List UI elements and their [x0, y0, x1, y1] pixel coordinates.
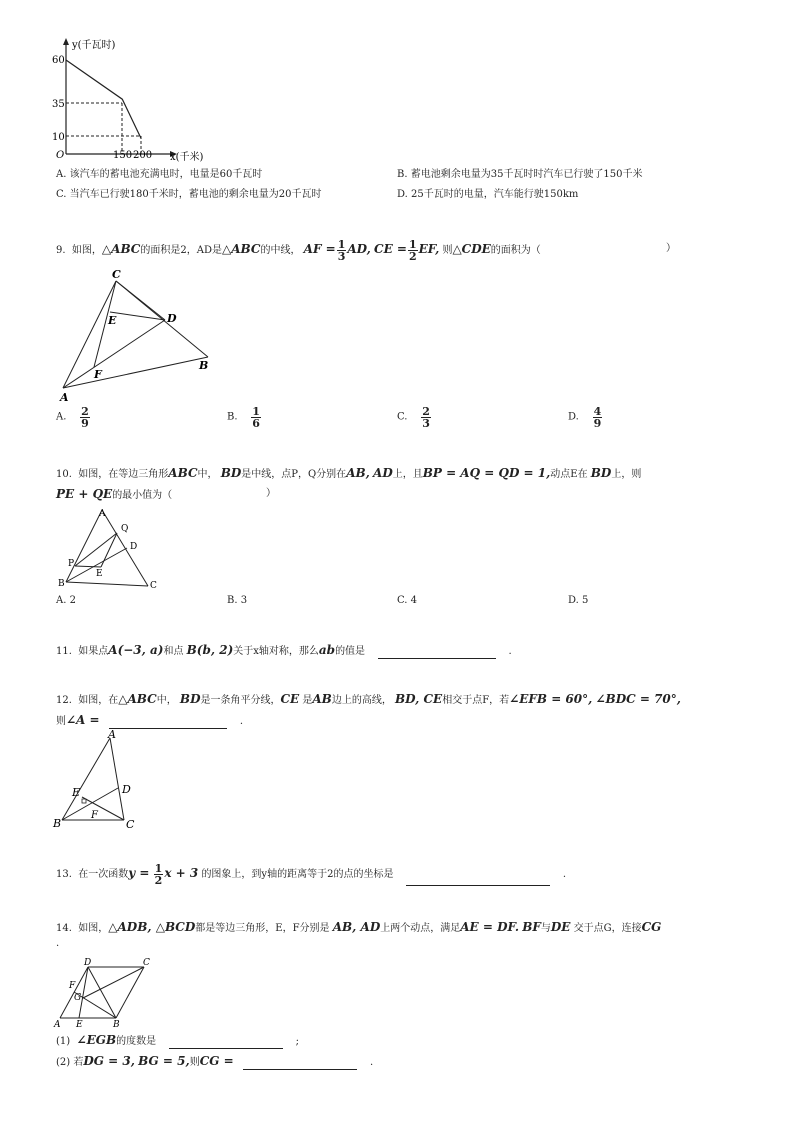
q12-label-c: C	[126, 818, 135, 830]
q9-label-f: F	[94, 368, 102, 381]
q11-answer-blank[interactable]	[378, 646, 496, 659]
q12-altitude-ce	[82, 797, 124, 820]
q13-stem: 13. 在一次函数y = $\frac{1}{2}$ x + 3 的图象上，到y轴的距离等于2的点的坐标是 .	[56, 862, 567, 887]
q10-label-a: A	[99, 509, 106, 519]
q10-side-bc	[66, 582, 148, 586]
q14-label-c: C	[143, 958, 150, 968]
q9-median-ad	[63, 320, 165, 388]
q11-number: 11.	[56, 646, 72, 657]
q14-line-cg	[83, 967, 144, 998]
q12-stem-line2: 则∠A = .	[56, 713, 244, 727]
q10-line-pe	[75, 566, 101, 567]
q9-figure	[56, 266, 216, 404]
q10-stem-line1: 10. 如图，在等边三角形ABC中， BD是中线，点P，Q分别在AB, AD上，且BP = AQ = QD = 1,动点E在 BD上，则	[56, 466, 642, 480]
q14-label-a: A	[54, 1020, 61, 1030]
q14-label-b: B	[113, 1020, 120, 1030]
q9-closing-paren: ）	[666, 243, 676, 254]
q10-label-c: C	[150, 581, 157, 591]
q9-label-b: B	[199, 359, 209, 372]
q10-option-b: B. 3	[227, 595, 248, 606]
q9-side-ab	[63, 357, 208, 388]
q10-label-b: B	[58, 579, 65, 589]
q8-option-d: D. 25千瓦时的电量，汽车能行驶150km	[397, 189, 579, 200]
q8-xtick-200: 200	[133, 150, 153, 161]
q8-origin: O	[56, 150, 65, 161]
q14-stem: 14. 如图，△ADB, △BCD都是等边三角形，E，F分别是 AB, AD上两个动点，满足AE = DF. BF与DE 交于点G，连接CG	[56, 920, 662, 934]
q14-label-e: E	[76, 1020, 83, 1030]
q10-label-d: D	[130, 542, 138, 552]
q10-label-q: Q	[121, 524, 129, 534]
q8-xtick-150: 150	[113, 150, 133, 161]
q13-answer-blank[interactable]	[406, 873, 550, 886]
q9-option-a: A. $\frac{2}{9}$	[56, 405, 89, 430]
q10-option-a: A. 2	[56, 595, 76, 606]
q14-label-g: G	[74, 993, 82, 1003]
q8-graph	[40, 34, 240, 164]
q12-stem-line1: 12. 如图，在△ABC中， BD是一条角平分线，CE 是AB边上的高线， BD, CE相交于点F，若∠EFB = 60°, ∠BDC = 70°,	[56, 692, 681, 706]
q14-figure	[50, 952, 160, 1032]
q8-option-b: B. 蓄电池剩余电量为35千瓦时时汽车已行驶了150千米	[397, 169, 643, 180]
q13-frac-1-2: $\frac{1}{2}$	[154, 862, 163, 887]
q14-label-d: D	[84, 958, 92, 968]
q8-ytick-10: 10	[52, 132, 65, 143]
q9-option-b: B. $\frac{1}{6}$	[227, 405, 260, 430]
q8-ytick-35: 35	[52, 99, 65, 110]
q12-number: 12.	[56, 695, 72, 706]
q14-label-f: F	[69, 981, 76, 991]
q10-line-qe	[101, 533, 117, 567]
q12-label-a: A	[108, 730, 116, 741]
q9-number: 9.	[56, 245, 66, 256]
q9-label-e: E	[108, 314, 117, 327]
q9-option-c: C. $\frac{2}{3}$	[397, 405, 430, 430]
q12-answer-blank[interactable]	[109, 716, 227, 729]
q12-label-e: E	[72, 786, 81, 799]
q9-option-d: D. $\frac{4}{9}$	[568, 405, 602, 430]
q14-sub2: (2) 若DG = 3, BG = 5,则CG = .	[56, 1054, 374, 1068]
q9-label-c: C	[112, 268, 121, 281]
q14-side-db	[88, 967, 116, 1018]
q13-number: 13.	[56, 869, 72, 880]
q14-sub1-answer-blank[interactable]	[169, 1036, 283, 1049]
q10-stem-line2: PE + QE的最小值为（	[56, 487, 173, 501]
q12-bisector-bd	[62, 788, 118, 820]
q8-option-a: A. 该汽车的蓄电池充满电时，电量是60千瓦时	[56, 169, 263, 180]
q14-stem-dot: .	[56, 938, 60, 949]
q10-option-c: C. 4	[397, 595, 418, 606]
q8-option-c: C. 当汽车已行驶180千米时，蓄电池的剩余电量为20千瓦时	[56, 189, 322, 200]
q12-side-ac	[110, 738, 124, 820]
q9-side-ac	[63, 281, 116, 388]
q10-closing-paren: ）	[266, 488, 276, 499]
q10-label-e: E	[96, 569, 103, 579]
q9-frac-1-2: $\frac{1}{2}$	[408, 238, 417, 263]
q14-sub2-answer-blank[interactable]	[243, 1057, 357, 1070]
q9-label-a: A	[60, 391, 69, 404]
q8-ytick-60: 60	[52, 55, 65, 66]
q9-frac-1-3: $\frac{1}{3}$	[337, 238, 346, 263]
q12-label-d: D	[122, 783, 131, 796]
q11-stem: 11. 如果点A(−3, a)和点 B(b, 2)关于x轴对称，那么ab的值是 .	[56, 643, 512, 657]
q9-stem: 9. 如图，△ABC的面积是2，AD是△ABC的中线， AF = $\frac{1}{3}$ AD, CE = $\frac{1}{2}$ EF, 则△CDE的面积为（	[56, 238, 541, 263]
q14-number: 14.	[56, 923, 72, 934]
q10-line-pq	[75, 533, 117, 566]
q10-number: 10.	[56, 469, 72, 480]
q12-label-b: B	[53, 817, 62, 830]
q10-side-ac	[102, 510, 148, 586]
q12-right-angle-mark	[82, 799, 86, 803]
q12-label-f: F	[91, 810, 98, 821]
q14-sub1: (1) ∠EGB的度数是 ;	[56, 1033, 299, 1047]
q10-label-p: P	[68, 559, 75, 569]
q8-x-axis-label: x(千米)	[170, 152, 204, 163]
q8-data-line	[66, 60, 141, 138]
q12-side-ab	[62, 738, 110, 820]
q12-figure	[50, 730, 150, 830]
q10-figure	[56, 506, 166, 592]
q9-label-d: D	[167, 312, 177, 325]
q8-y-arrow	[63, 38, 69, 45]
q10-option-d: D. 5	[568, 595, 589, 606]
q8-y-axis-label: y(千瓦时)	[72, 40, 116, 51]
